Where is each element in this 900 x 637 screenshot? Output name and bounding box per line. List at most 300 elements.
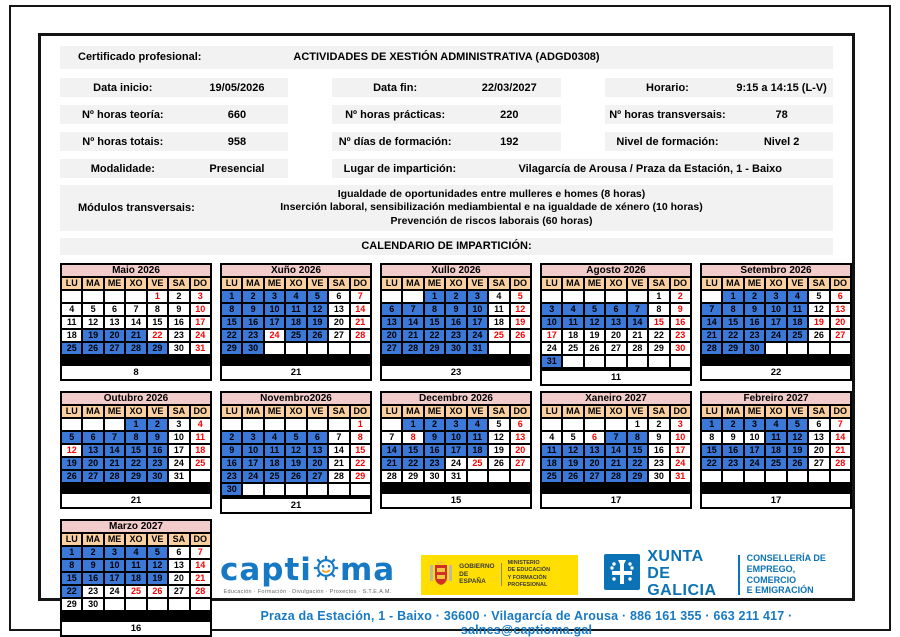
spain-government-logo	[421, 555, 578, 595]
day-cell-empty	[562, 290, 583, 303]
weekday-header-row	[221, 405, 371, 418]
day-cell: 5	[787, 418, 808, 431]
conselleria-text	[747, 553, 833, 596]
calendar-week-row	[221, 457, 371, 470]
day-cell: 14	[701, 316, 722, 329]
day-cell: 22	[701, 457, 722, 470]
day-cell: 29	[147, 342, 168, 355]
day-cell: 2	[744, 290, 765, 303]
day-cell-empty	[488, 342, 509, 355]
modulos-transversais-row	[60, 185, 833, 231]
day-cell-empty	[584, 418, 605, 431]
day-cell: 6	[605, 303, 626, 316]
weekday-header: SA	[168, 405, 189, 418]
day-cell-empty	[744, 470, 765, 483]
day-cell: 23	[82, 585, 103, 598]
day-cell: 18	[765, 444, 786, 457]
day-cell-empty	[264, 342, 285, 355]
day-cell: 20	[510, 444, 531, 457]
day-cell-empty	[830, 342, 851, 355]
day-cell: 28	[381, 470, 402, 483]
day-cell: 20	[830, 316, 851, 329]
weekday-header: VE	[627, 405, 648, 418]
calendar-month-total: 17	[701, 493, 851, 508]
gobierno-line-2: DE ESPAÑA	[459, 570, 486, 586]
weekday-header: VE	[307, 405, 328, 418]
day-cell-empty	[701, 290, 722, 303]
weekday-header: DO	[350, 405, 371, 418]
calendar-week-row	[61, 329, 211, 342]
day-cell-empty	[242, 483, 263, 496]
day-cell: 24	[467, 329, 488, 342]
calendar-week-row	[61, 598, 211, 611]
day-cell: 5	[82, 303, 103, 316]
field-value: 22/03/2027	[481, 81, 537, 94]
calendar-week-row	[701, 470, 851, 483]
calendar-week-row	[381, 444, 531, 457]
field-nivel-formacion	[605, 132, 833, 151]
calendar-week-row	[541, 316, 691, 329]
day-cell: 10	[168, 431, 189, 444]
calendar-filler-bar	[701, 483, 851, 493]
day-cell-empty	[510, 470, 531, 483]
calendar-month-total: 22	[701, 365, 851, 380]
field-value: Nivel 2	[763, 135, 800, 148]
day-cell: 28	[350, 329, 371, 342]
weekday-header: SA	[808, 405, 829, 418]
day-cell: 17	[190, 316, 211, 329]
day-cell: 4	[765, 418, 786, 431]
weekday-header: XO	[605, 277, 626, 290]
day-cell: 9	[445, 303, 466, 316]
calendar-week-row	[701, 457, 851, 470]
day-cell: 15	[648, 316, 669, 329]
modulos-line-2: Inserción laboral, sensibilización mediambiental e na igualdade de xénero (10 horas)	[280, 201, 703, 214]
day-cell: 25	[467, 457, 488, 470]
calendar-filler-bar	[701, 355, 851, 365]
day-cell-empty	[104, 598, 125, 611]
day-cell: 12	[285, 444, 306, 457]
field-label: Data fin:	[373, 81, 418, 94]
calendar-week-row	[701, 290, 851, 303]
day-cell: 18	[285, 316, 306, 329]
calendar-setembro-2026	[700, 263, 852, 381]
day-cell: 31	[670, 470, 691, 483]
day-cell: 7	[627, 303, 648, 316]
calendar-week-row	[541, 470, 691, 483]
day-cell: 19	[562, 457, 583, 470]
calendar-week-row	[381, 303, 531, 316]
day-cell: 1	[61, 546, 82, 559]
calendar-month-title: Outubro 2026	[61, 392, 211, 405]
brand-suffix: ma	[339, 552, 396, 588]
day-cell: 24	[670, 457, 691, 470]
day-cell: 12	[82, 316, 103, 329]
xunta-cross-emblem-icon	[604, 554, 640, 595]
day-cell-empty	[562, 355, 583, 368]
captioma-logo	[220, 552, 396, 595]
calendar-month-total: 21	[61, 493, 211, 508]
day-cell: 5	[307, 290, 328, 303]
day-cell: 26	[147, 585, 168, 598]
weekday-header: VE	[467, 405, 488, 418]
day-cell: 19	[584, 329, 605, 342]
day-cell: 11	[61, 316, 82, 329]
day-cell: 16	[445, 316, 466, 329]
day-cell: 14	[605, 444, 626, 457]
field-value: 660	[227, 108, 247, 121]
day-cell: 19	[787, 444, 808, 457]
day-cell: 26	[562, 470, 583, 483]
day-cell-empty	[584, 290, 605, 303]
day-cell: 29	[424, 342, 445, 355]
day-cell: 25	[488, 329, 509, 342]
day-cell-empty	[830, 470, 851, 483]
field-dias-formacion	[332, 132, 560, 151]
day-cell: 21	[627, 329, 648, 342]
day-cell: 27	[510, 457, 531, 470]
day-cell: 5	[488, 418, 509, 431]
weekday-header: LU	[541, 405, 562, 418]
modulos-label: Módulos transversais:	[78, 202, 195, 215]
day-cell-empty	[190, 470, 211, 483]
day-cell: 20	[808, 444, 829, 457]
day-cell: 7	[125, 303, 146, 316]
day-cell: 3	[242, 431, 263, 444]
day-cell: 8	[627, 431, 648, 444]
calendar-week-row	[221, 444, 371, 457]
day-cell: 15	[424, 316, 445, 329]
day-cell: 10	[467, 303, 488, 316]
day-cell: 31	[168, 470, 189, 483]
weekday-header: LU	[701, 405, 722, 418]
calendar-week-row	[61, 444, 211, 457]
calendar-week-row	[61, 470, 211, 483]
day-cell: 30	[82, 598, 103, 611]
day-cell: 27	[808, 457, 829, 470]
weekday-header: XO	[285, 405, 306, 418]
modulos-line-1: Igualdade de oportunidades entre mulleres e homes (8 horas)	[337, 188, 646, 200]
day-cell: 29	[125, 470, 146, 483]
weekday-header-row	[221, 277, 371, 290]
weekday-header: ME	[744, 405, 765, 418]
field-horario	[605, 78, 833, 97]
field-value: Presencial	[209, 162, 265, 175]
day-cell: 27	[605, 342, 626, 355]
day-cell: 15	[61, 572, 82, 585]
calendar-week-row	[701, 329, 851, 342]
day-cell: 28	[701, 342, 722, 355]
day-cell: 17	[670, 444, 691, 457]
day-cell: 29	[722, 342, 743, 355]
day-cell: 24	[104, 585, 125, 598]
day-cell: 10	[242, 444, 263, 457]
weekday-header: MA	[722, 405, 743, 418]
day-cell: 9	[147, 431, 168, 444]
day-cell: 15	[402, 444, 423, 457]
calendar-month-title: Decembro 2026	[381, 392, 531, 405]
day-cell: 14	[627, 316, 648, 329]
calendar-month-title: Setembro 2026	[701, 264, 851, 277]
day-cell: 8	[221, 303, 242, 316]
day-cell: 30	[242, 342, 263, 355]
day-cell: 29	[61, 598, 82, 611]
weekday-header: VE	[147, 405, 168, 418]
day-cell: 28	[328, 470, 349, 483]
calendar-outubro-2026	[60, 391, 212, 509]
day-cell: 24	[445, 457, 466, 470]
brand-tagline: Educación · Formación · Divulgación · Proxectos · S.T.E.A.M.	[223, 588, 392, 595]
day-cell: 31	[190, 342, 211, 355]
day-cell: 22	[350, 457, 371, 470]
day-cell: 10	[445, 431, 466, 444]
day-cell: 23	[147, 457, 168, 470]
day-cell-empty	[808, 470, 829, 483]
day-cell: 3	[264, 290, 285, 303]
day-cell: 16	[670, 316, 691, 329]
day-cell-empty	[648, 355, 669, 368]
day-cell: 8	[402, 431, 423, 444]
day-cell: 13	[510, 431, 531, 444]
field-horas-totais	[60, 132, 288, 151]
day-cell: 30	[445, 342, 466, 355]
calendar-week-row	[61, 303, 211, 316]
day-cell: 3	[445, 418, 466, 431]
day-cell: 29	[221, 342, 242, 355]
day-cell: 21	[605, 457, 626, 470]
day-cell: 27	[168, 585, 189, 598]
weekday-header-row	[381, 277, 531, 290]
certificate-label: Certificado profesional:	[78, 51, 202, 63]
day-cell: 5	[562, 431, 583, 444]
day-cell: 22	[221, 329, 242, 342]
day-cell: 9	[744, 303, 765, 316]
day-cell: 11	[541, 444, 562, 457]
day-cell: 12	[488, 431, 509, 444]
day-cell: 25	[190, 457, 211, 470]
day-cell: 27	[307, 470, 328, 483]
calendar-week-row	[381, 290, 531, 303]
calendar-filler-bar	[541, 483, 691, 493]
weekday-header: XO	[605, 405, 626, 418]
day-cell: 25	[61, 342, 82, 355]
day-cell: 21	[350, 316, 371, 329]
weekday-header: ME	[264, 405, 285, 418]
day-cell: 2	[242, 290, 263, 303]
calendar-month-total: 16	[61, 621, 211, 636]
day-cell: 13	[381, 316, 402, 329]
day-cell-empty	[221, 418, 242, 431]
day-cell: 11	[125, 559, 146, 572]
weekday-header: VE	[787, 277, 808, 290]
day-cell-empty	[61, 290, 82, 303]
calendar-week-row	[701, 342, 851, 355]
day-cell: 26	[488, 457, 509, 470]
day-cell: 30	[648, 470, 669, 483]
day-cell: 26	[285, 470, 306, 483]
day-cell-empty	[701, 470, 722, 483]
calendar-week-row	[221, 470, 371, 483]
day-cell: 21	[402, 329, 423, 342]
day-cell: 24	[264, 329, 285, 342]
day-cell: 18	[562, 329, 583, 342]
calendar-week-row	[61, 316, 211, 329]
day-cell: 23	[445, 329, 466, 342]
field-horas-teoria	[60, 105, 288, 124]
day-cell: 8	[61, 559, 82, 572]
day-cell: 16	[744, 316, 765, 329]
calendar-row-3-slot	[60, 519, 212, 637]
day-cell: 8	[701, 431, 722, 444]
day-cell: 4	[190, 418, 211, 431]
day-cell-empty	[125, 598, 146, 611]
day-cell: 17	[541, 329, 562, 342]
day-cell: 22	[147, 329, 168, 342]
day-cell: 3	[104, 546, 125, 559]
day-cell: 12	[147, 559, 168, 572]
calendar-novembro2026	[220, 391, 372, 514]
day-cell: 5	[510, 290, 531, 303]
calendar-week-row	[221, 316, 371, 329]
weekday-header: SA	[168, 533, 189, 546]
day-cell: 16	[147, 444, 168, 457]
weekday-header: SA	[488, 277, 509, 290]
day-cell: 23	[242, 329, 263, 342]
weekday-header: SA	[808, 277, 829, 290]
calendar-febreiro-2027	[700, 391, 852, 509]
day-cell: 2	[424, 418, 445, 431]
day-cell: 18	[264, 457, 285, 470]
day-cell: 25	[541, 470, 562, 483]
day-cell: 9	[82, 559, 103, 572]
weekday-header: MA	[82, 405, 103, 418]
day-cell: 20	[168, 572, 189, 585]
day-cell: 13	[328, 303, 349, 316]
modulos-line-3: Prevención de riscos laborais (60 horas)	[390, 214, 593, 227]
day-cell: 19	[61, 457, 82, 470]
weekday-header: ME	[584, 277, 605, 290]
day-cell: 2	[648, 418, 669, 431]
day-cell: 23	[722, 457, 743, 470]
day-cell-empty	[307, 418, 328, 431]
day-cell: 17	[744, 444, 765, 457]
day-cell: 13	[307, 444, 328, 457]
day-cell-empty	[147, 598, 168, 611]
day-cell-empty	[242, 418, 263, 431]
calendar-week-row	[381, 418, 531, 431]
day-cell-empty	[605, 290, 626, 303]
day-cell: 1	[722, 290, 743, 303]
day-cell: 14	[125, 316, 146, 329]
day-cell: 16	[168, 316, 189, 329]
day-cell: 4	[264, 431, 285, 444]
day-cell: 13	[605, 316, 626, 329]
weekday-header: ME	[264, 277, 285, 290]
day-cell: 30	[168, 342, 189, 355]
calendar-week-row	[381, 431, 531, 444]
day-cell: 14	[190, 559, 211, 572]
day-cell: 22	[125, 457, 146, 470]
day-cell: 20	[82, 457, 103, 470]
day-cell: 27	[82, 470, 103, 483]
day-cell: 19	[285, 457, 306, 470]
field-value: Vilagarcía de Arousa / Praza da Estación, 1 - Baixo	[518, 162, 782, 175]
day-cell: 28	[627, 342, 648, 355]
day-cell: 1	[627, 418, 648, 431]
field-horas-practicas	[332, 105, 560, 124]
day-cell: 2	[445, 290, 466, 303]
field-lugar-imparticion	[332, 159, 833, 178]
weekday-header: VE	[627, 277, 648, 290]
day-cell: 16	[424, 444, 445, 457]
course-info-grid	[60, 78, 833, 178]
day-cell: 23	[670, 329, 691, 342]
day-cell: 10	[765, 303, 786, 316]
field-label: Lugar de impartición:	[343, 162, 457, 175]
day-cell: 15	[722, 316, 743, 329]
day-cell: 5	[285, 431, 306, 444]
day-cell: 2	[722, 418, 743, 431]
weekday-header: DO	[830, 405, 851, 418]
weekday-header: VE	[787, 405, 808, 418]
day-cell: 9	[670, 303, 691, 316]
day-cell-empty	[541, 290, 562, 303]
day-cell: 18	[488, 316, 509, 329]
day-cell: 2	[168, 290, 189, 303]
weekday-header: DO	[190, 277, 211, 290]
calendar-week-row	[541, 418, 691, 431]
day-cell-empty	[328, 483, 349, 496]
weekday-header: DO	[510, 405, 531, 418]
day-cell: 13	[104, 316, 125, 329]
day-cell: 12	[61, 444, 82, 457]
day-cell: 28	[605, 470, 626, 483]
calendar-row-3	[60, 519, 833, 637]
calendar-week-row	[701, 316, 851, 329]
weekday-header-row	[61, 405, 211, 418]
calendar-section-title: CALENDARIO DE IMPARTICIÓN:	[60, 238, 833, 255]
weekday-header: MA	[82, 277, 103, 290]
day-cell: 21	[381, 457, 402, 470]
day-cell: 9	[168, 303, 189, 316]
day-cell: 2	[221, 431, 242, 444]
day-cell: 3	[744, 418, 765, 431]
day-cell: 1	[648, 290, 669, 303]
day-cell-empty	[467, 470, 488, 483]
weekday-header-row	[381, 405, 531, 418]
ministerio-line-1: MINISTERIO	[507, 560, 540, 567]
day-cell: 13	[82, 444, 103, 457]
day-cell: 1	[125, 418, 146, 431]
gobierno-text	[459, 563, 501, 586]
day-cell: 21	[830, 444, 851, 457]
day-cell: 23	[648, 457, 669, 470]
weekday-header: SA	[648, 277, 669, 290]
day-cell: 6	[82, 431, 103, 444]
weekday-header-row	[541, 277, 691, 290]
day-cell: 31	[445, 470, 466, 483]
day-cell: 3	[541, 303, 562, 316]
day-cell: 10	[190, 303, 211, 316]
day-cell: 23	[168, 329, 189, 342]
day-cell: 12	[510, 303, 531, 316]
weekday-header: ME	[584, 405, 605, 418]
weekday-header: ME	[424, 277, 445, 290]
day-cell: 6	[510, 418, 531, 431]
day-cell-empty	[808, 342, 829, 355]
day-cell: 26	[82, 342, 103, 355]
weekday-header: MA	[562, 405, 583, 418]
